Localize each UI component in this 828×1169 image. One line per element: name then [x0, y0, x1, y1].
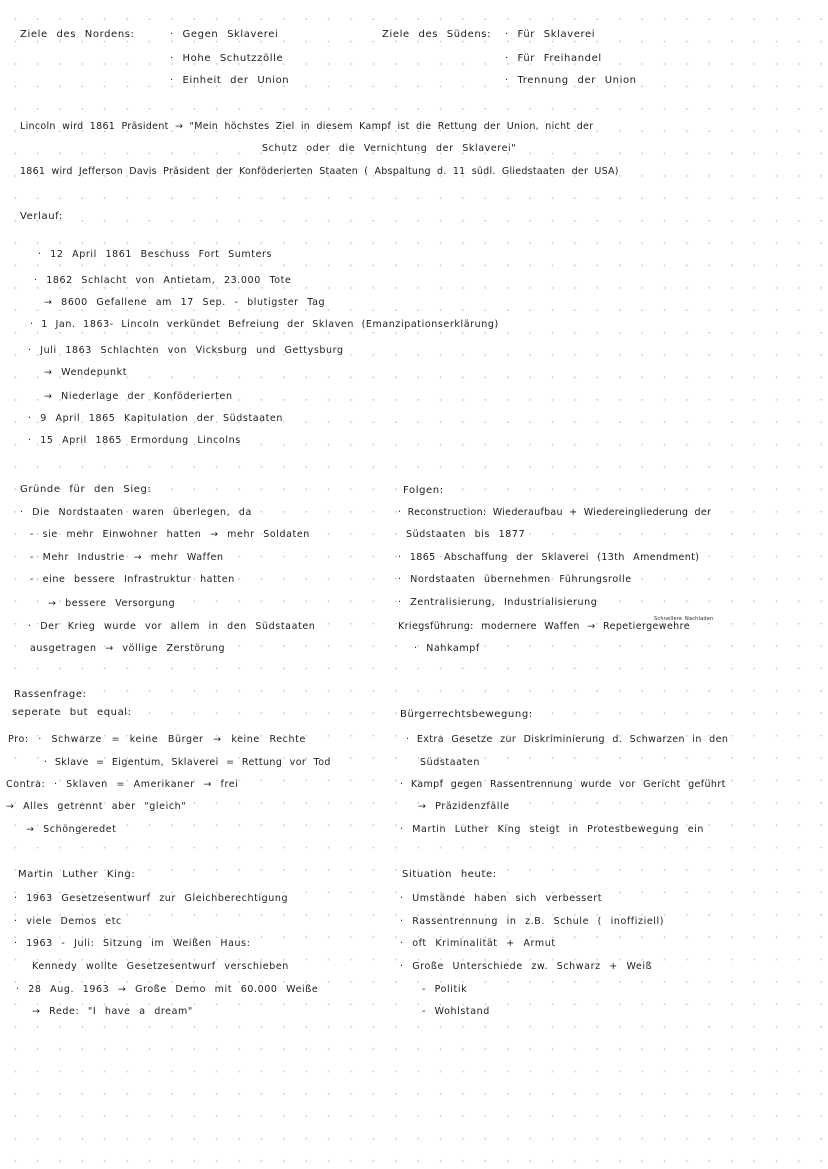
gruende-line: · Die Nordstaaten waren überlegen, da	[20, 507, 252, 518]
mlk-title: Martin Luther King:	[18, 869, 136, 880]
verlauf-line: → 8600 Gefallene am 17 Sep. - blutigster Tag	[44, 297, 326, 308]
north-goal-item: · Einheit der Union	[170, 75, 290, 86]
south-goal-item: · Für Freihandel	[505, 53, 602, 64]
south-goals-title: Ziele des Südens:	[382, 29, 492, 40]
south-goal-item: · Für Sklaverei	[505, 29, 596, 40]
folgen-line: · Nahkampf	[414, 643, 480, 654]
folgen-line: · Reconstruction: Wiederaufbau + Wiedereingliederung der	[398, 507, 712, 518]
rassenfrage-line: → Schöngeredet	[26, 824, 117, 835]
heute-line: · Rassentrennung in z.B. Schule ( inoffiziell)	[400, 916, 665, 927]
south-goal-item: · Trennung der Union	[505, 75, 637, 86]
rassenfrage-title: Rassenfrage:	[14, 689, 87, 700]
rassenfrage-line: · Sklave = Eigentum, Sklaverei = Rettung vor Tod	[44, 757, 331, 768]
north-goal-item: · Hohe Schutzzölle	[170, 53, 284, 64]
verlauf-line: · 12 April 1861 Beschuss Fort Sumters	[38, 249, 273, 260]
buergerrecht-line: → Präzidenzfälle	[418, 801, 510, 812]
buergerrecht-line: · Martin Luther King steigt in Protestbewegung ein	[400, 824, 705, 835]
verlauf-line: · 1862 Schlacht von Antietam, 23.000 Tote	[34, 275, 292, 286]
heute-line: - Wohlstand	[422, 1006, 490, 1017]
rassenfrage-line: Pro: · Schwarze = keine Bürger → keine Rechte	[8, 734, 306, 745]
folgen-title: Folgen:	[403, 485, 444, 496]
rassenfrage-line: Contra: · Sklaven = Amerikaner → frei	[6, 779, 239, 790]
buergerrecht-line: Südstaaten	[420, 757, 480, 768]
verlauf-line: · Juli 1863 Schlachten von Vicksburg und Gettysburg	[28, 345, 344, 356]
mlk-line: · 1963 - Juli: Sitzung im Weißen Haus:	[14, 938, 251, 949]
gruende-line: · Der Krieg wurde vor allem in den Südstaaten	[28, 621, 316, 632]
buergerrecht-line: · Extra Gesetze zur Diskriminierung d. Schwarzen in den	[406, 734, 729, 745]
intro-line: Lincoln wird 1861 Präsident → "Mein höchstes Ziel in diesem Kampf ist die Rettung der Union, nicht der	[20, 121, 594, 132]
north-goal-item: · Gegen Sklaverei	[170, 29, 279, 40]
heute-title: Situation heute:	[402, 869, 497, 880]
heute-line: · Umstände haben sich verbessert	[400, 893, 603, 904]
verlauf-title: Verlauf:	[20, 211, 63, 222]
mlk-line: · 28 Aug. 1963 → Große Demo mit 60.000 Weiße	[16, 984, 319, 995]
verlauf-line: · 15 April 1865 Ermordung Lincolns	[28, 435, 241, 446]
mlk-line: → Rede: "I have a dream"	[32, 1006, 193, 1017]
heute-line: - Politik	[422, 984, 468, 995]
intro-line: Schutz oder die Vernichtung der Sklaverei"	[262, 143, 517, 154]
gruende-line: - Mehr Industrie → mehr Waffen	[30, 552, 224, 563]
gruende-line: ausgetragen → völlige Zerstörung	[30, 643, 226, 654]
heute-line: · Große Unterschiede zw. Schwarz + Weiß	[400, 961, 653, 972]
intro-line: 1861 wird Jefferson Davis Präsident der Konföderierten Staaten ( Abspaltung d. 11 südl. Gliedstaaten der USA)	[20, 166, 619, 177]
verlauf-line: · 9 April 1865 Kapitulation der Südstaaten	[28, 413, 284, 424]
folgen-annotation: Schnellere Nachladen	[654, 616, 714, 622]
folgen-line: Südstaaten bis 1877	[406, 529, 526, 540]
folgen-line: · Zentralisierung, Industrialisierung	[398, 597, 598, 608]
mlk-line: · viele Demos etc	[14, 916, 122, 927]
buergerrecht-line: · Kampf gegen Rassentrennung wurde vor Gericht geführt	[400, 779, 726, 790]
gruende-line: → bessere Versorgung	[48, 598, 176, 609]
gruende-line: - eine bessere Infrastruktur hatten	[30, 574, 235, 585]
gruende-title: Gründe für den Sieg:	[20, 484, 152, 495]
heute-line: · oft Kriminalität + Armut	[400, 938, 556, 949]
folgen-line: · 1865 Abschaffung der Sklaverei (13th Amendment)	[398, 552, 700, 563]
verlauf-line: → Niederlage der Konföderierten	[44, 391, 233, 402]
buergerrecht-title: Bürgerrechtsbewegung:	[400, 709, 533, 720]
mlk-line: · 1963 Gesetzesentwurf zur Gleichberechtigung	[14, 893, 289, 904]
verlauf-line: → Wendepunkt	[44, 367, 128, 378]
north-goals-title: Ziele des Nordens:	[20, 29, 135, 40]
verlauf-line: · 1 Jan. 1863- Lincoln verkündet Befreiung der Sklaven (Emanzipationserklärung)	[30, 319, 499, 330]
mlk-line: Kennedy wollte Gesetzesentwurf verschieben	[32, 961, 289, 972]
rassenfrage-line: seperate but equal:	[12, 707, 132, 718]
gruende-line: - sie mehr Einwohner hatten → mehr Soldaten	[30, 529, 310, 540]
folgen-line: · Nordstaaten übernehmen Führungsrolle	[398, 574, 632, 585]
folgen-line: Kriegsführung: modernere Waffen → Repetiergewehre	[398, 621, 690, 632]
rassenfrage-line: → Alles getrennt aber "gleich"	[6, 801, 187, 812]
